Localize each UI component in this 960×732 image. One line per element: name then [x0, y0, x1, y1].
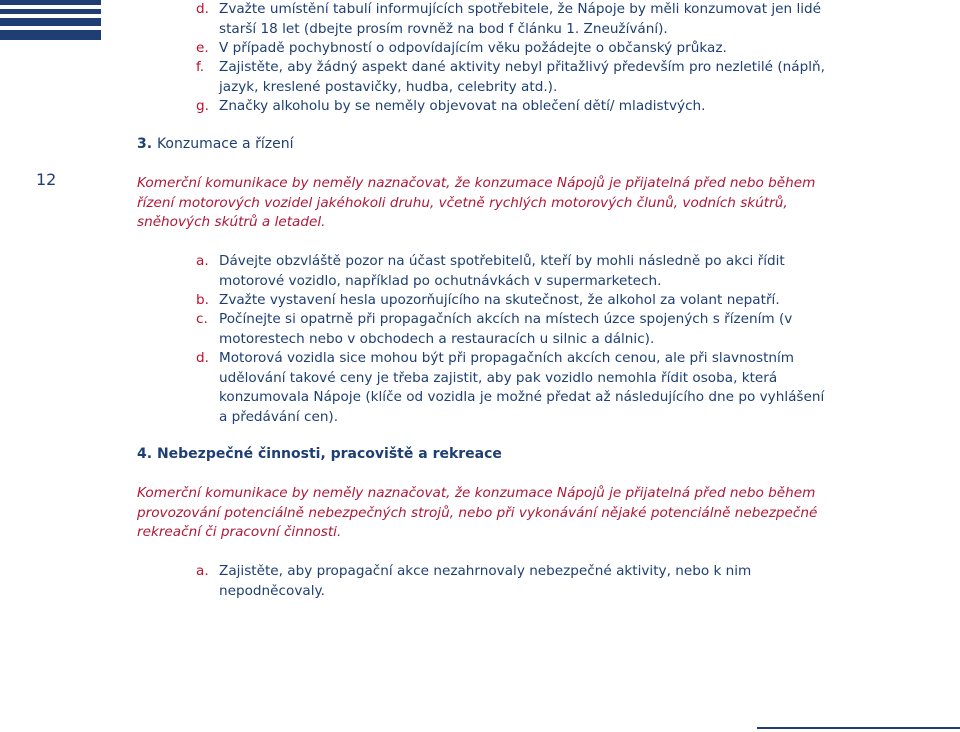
footer-rule	[757, 727, 960, 729]
list-text: Zvažte vystavení hesla upozorňujícího na skutečnost, že alkohol za volant nepatří.	[219, 292, 780, 308]
list-item	[196, 252, 836, 291]
list-letter: d.	[196, 350, 209, 366]
list-letter: f.	[196, 59, 205, 75]
list-item	[196, 58, 836, 97]
list-item	[196, 97, 836, 117]
list-letter: b.	[196, 292, 209, 308]
list-text: Zvažte umístění tabulí informujících spotřebitele, že Nápoje by měli konzumovat jen lidé starší 18 let (dbejte prosím rovněž na bod f článku 1. Zneužívání).	[219, 1, 822, 37]
section-number: 4.	[137, 446, 153, 462]
header-stripes	[0, 0, 101, 44]
list-text: Dávejte obzvláště pozor na účast spotřebitelů, kteří by mohli následně po akci řídit motorové vozidlo, například po ochutnávkách v supermarketech.	[219, 253, 785, 289]
list-letter: a.	[196, 253, 209, 269]
section-intro: Komerční komunikace by neměly naznačovat, že konzumace Nápojů je přijatelná před nebo během řízení motorových vozidel jakéhokoli druhu, včetně rychlých motorových člunů, vodních skútrů, sněhových skútrů a letadel.	[137, 175, 816, 230]
list-item	[196, 0, 836, 39]
list-letter: d.	[196, 1, 209, 17]
list-letter: e.	[196, 40, 209, 56]
section-heading	[137, 135, 293, 154]
list-text: V případě pochybností o odpovídajícím věku požádejte o občanský průkaz.	[219, 40, 727, 56]
list-text: Motorová vozidla sice mohou být při propagačních akcích cenou, ale při slavnostním udělování takové ceny je třeba zajistit, aby pak vozidlo nemohla řídit osoba, která konzumovala Nápoje (klíče od vozidla je možné předat až následujícího dne po vyhlášení a předávání cen).	[219, 350, 825, 425]
section-heading	[137, 445, 502, 464]
section-intro: Komerční komunikace by neměly naznačovat, že konzumace Nápojů je přijatelná před nebo během provozování potenciálně nebezpečných strojů, nebo při vykonávání nějaké potenciálně nebezpečné rekreační či pracovní činnosti.	[137, 485, 818, 540]
page-number: 12	[36, 170, 57, 189]
list-text: Zajistěte, aby žádný aspekt dané aktivity nebyl přitažlivý především pro nezletilé (náplň, jazyk, kreslené postavičky, hudba, celebrity atd.).	[219, 59, 825, 95]
list-item	[196, 349, 836, 427]
list-item	[196, 39, 836, 59]
list-item	[196, 562, 836, 601]
list-text: Zajistěte, aby propagační akce nezahrnovaly nebezpečné aktivity, nebo k nim nepodněcovaly.	[219, 563, 752, 599]
section-number: 3.	[137, 136, 153, 152]
section-title: Konzumace a řízení	[156, 136, 294, 152]
list-letter: a.	[196, 563, 209, 579]
list-text: Počínejte si opatrně při propagačních akcích na místech úzce spojených s řízením (v motorestech nebo v obchodech a restauracích u silnic a dálnic).	[219, 311, 793, 347]
section-title: Nebezpečné činnosti, pracoviště a rekreace	[156, 446, 502, 462]
list-item	[196, 291, 836, 311]
list-letter: g.	[196, 98, 209, 114]
list-text: Značky alkoholu by se neměly objevovat na oblečení dětí/ mladistvých.	[219, 98, 706, 114]
list-letter: c.	[196, 311, 208, 327]
list-item	[196, 310, 836, 349]
